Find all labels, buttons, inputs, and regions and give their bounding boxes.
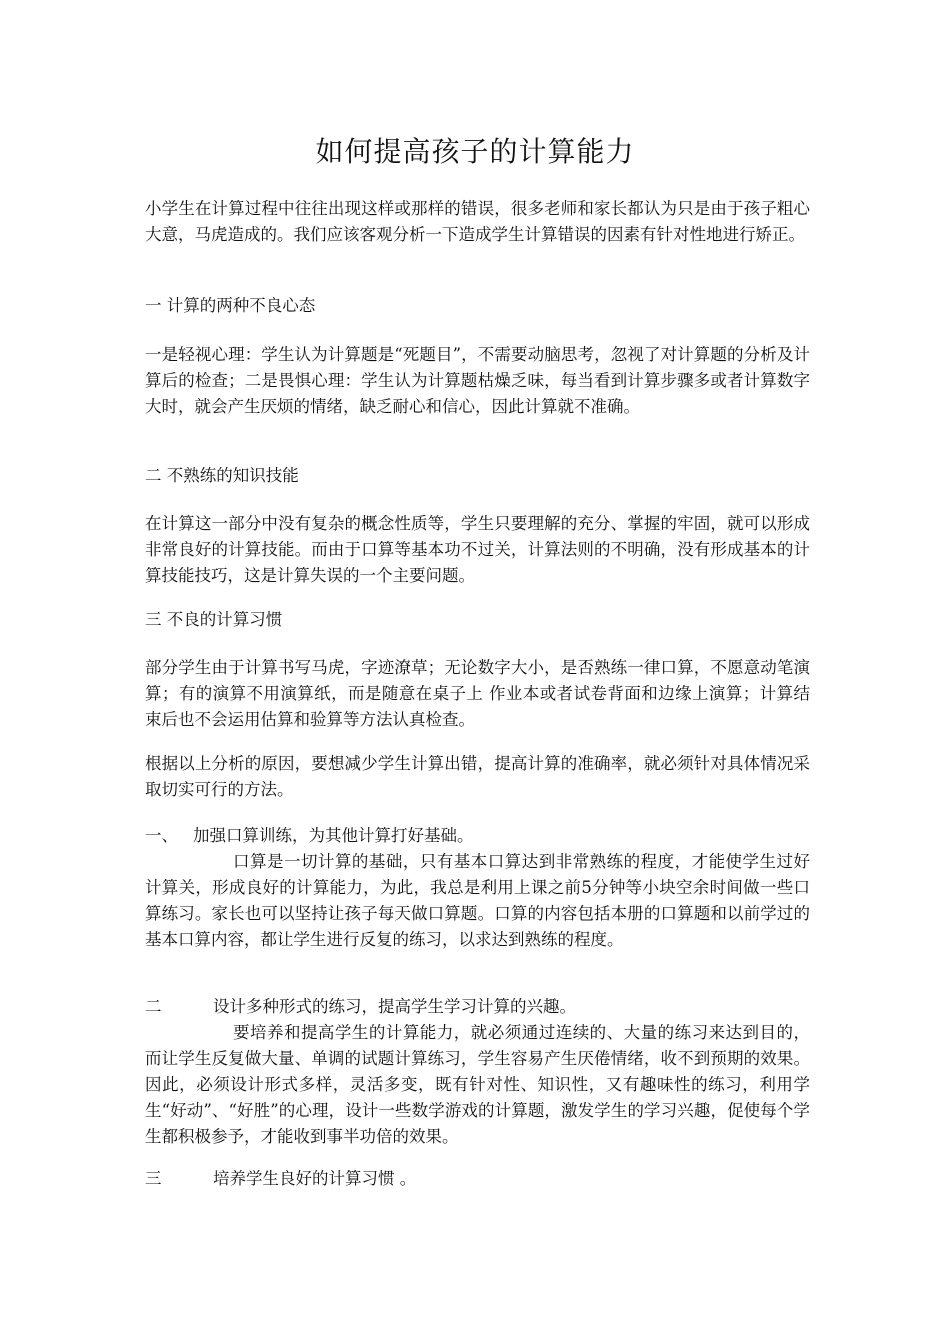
section-body-2: 在计算这一部分中没有复杂的概念性质等，学生只要理解的充分、掌握的牢固，就可以形成非常良好的计算技能。而由于口算等基本功不过关，计算法则的不明确，没有形成基本的计算技能技巧，这是计算失误的一个主要问题。 <box>145 514 810 585</box>
method-number-3: 三 <box>145 1169 162 1188</box>
method-heading-2 <box>145 994 810 1020</box>
section-heading-1: 一 计算的两种不良心态 <box>145 296 316 315</box>
method-title-3: 培养学生良好的计算习惯 。 <box>213 1169 417 1188</box>
page-title: 如何提高孩子的计算能力 <box>315 135 635 168</box>
method-heading-3 <box>145 1166 810 1192</box>
section-heading-3: 三 不良的计算习惯 <box>145 610 283 629</box>
method-number-1: 一、 <box>145 826 178 845</box>
section-heading-2: 二 不熟练的知识技能 <box>145 466 299 485</box>
intro-paragraph: 小学生在计算过程中往往出现这样或那样的错误，很多老师和家长都认为只是由于孩子粗心大意，马虎造成的。我们应该客观分析一下造成学生计算错误的因素有针对性地进行矫正。 <box>145 199 810 244</box>
method-title-2: 设计多种形式的练习，提高学生学习计算的兴趣。 <box>213 997 576 1016</box>
method-number-2: 二 <box>145 997 162 1016</box>
section-body-3: 部分学生由于计算书写马虎，字迹潦草；无论数字大小，是否熟练一律口算，不愿意动笔演算；有的演算不用演算纸，而是随意在桌子上 作业本或者试卷背面和边缘上演算；计算结束后也不会运用估算和验算等方法认真检查。 <box>145 658 810 729</box>
method-title-1: 加强口算训练，为其他计算打好基础。 <box>193 826 474 845</box>
section-body-1: 一是轻视心理：学生认为计算题是“死题目”，不需要动脑思考，忽视了对计算题的分析及计算后的检查；二是畏惧心理：学生认为计算题枯燥乏味，每当看到计算步骤多或者计算数字大时，就会产生厌烦的情绪，缺乏耐心和信心，因此计算就不准确。 <box>145 345 810 416</box>
method-body-1: 口算是一切计算的基础，只有基本口算达到非常熟练的程度，才能使学生过好计算关，形成良好的计算能力，为此，我总是利用上课之前5分钟等小块空余时间做一些口算练习。家长也可以坚持让孩子每天做口算题。口算的内容包括本册的口算题和以前学过的基本口算内容，都让学生进行反复的练习，以求达到熟练的程度。 <box>145 852 810 949</box>
method-body-2: 要培养和提高学生的计算能力，就必须通过连续的、大量的练习来达到目的，而让学生反复做大量、单调的试题计算练习，学生容易产生厌倦情绪，收不到预期的效果。因此，必须设计形式多样，灵活多变，既有针对性、知识性，又有趣味性的练习，利用学生“好动”、“好胜”的心理，设计一些数学游戏的计算题，激发学生的学习兴趣，促使每个学生都积极参予，才能收到事半功倍的效果。 <box>145 1023 810 1146</box>
method-heading-1 <box>145 823 810 849</box>
summary-paragraph: 根据以上分析的原因，要想减少学生计算出错，提高计算的准确率，就必须针对具体情况采取切实可行的方法。 <box>145 754 810 799</box>
